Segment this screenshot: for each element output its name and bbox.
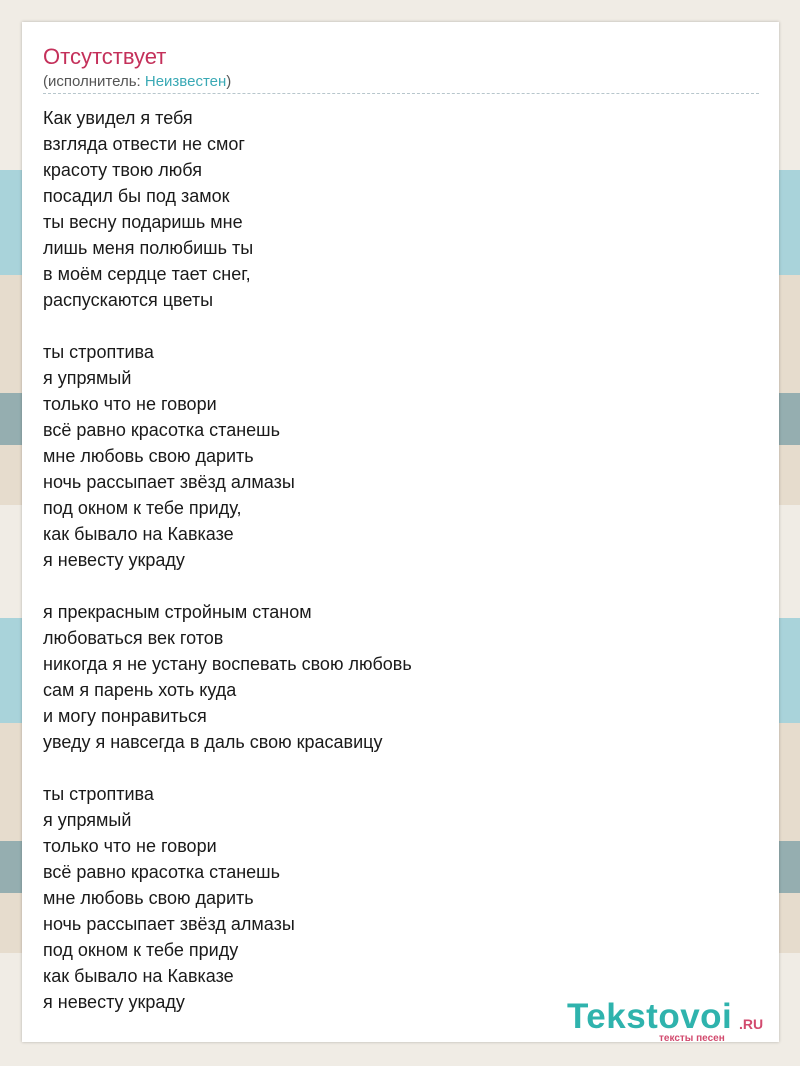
lyric-line: как бывало на Кавказе (43, 966, 234, 986)
lyric-line: ты строптива (43, 342, 154, 362)
artist-prefix: (исполнитель: (43, 73, 145, 90)
lyric-line: ночь рассыпает звёзд алмазы (43, 472, 295, 492)
artist-suffix: ) (226, 73, 232, 90)
lyric-line: ты весну подаришь мне (43, 212, 243, 232)
lyric-line: я прекрасным стройным станом (43, 602, 312, 622)
lyric-line: никогда я не устану воспевать свою любовь (43, 654, 412, 674)
lyric-line: лишь меня полюбишь ты (43, 238, 254, 258)
lyric-line: распускаются цветы (43, 290, 214, 310)
lyrics-card (22, 22, 779, 1042)
lyric-line: под окном к тебе приду (43, 940, 239, 960)
lyric-line: под окном к тебе приду, (43, 498, 242, 518)
song-title: Отсутствует (43, 44, 167, 69)
lyric-line: мне любовь свою дарить (43, 446, 254, 466)
lyric-line: сам я парень хоть куда (43, 680, 237, 700)
lyric-line: красоту твою любя (43, 160, 202, 180)
lyric-line: я невесту украду (43, 550, 185, 570)
lyric-line: я невесту украду (43, 992, 185, 1012)
lyric-line: я упрямый (43, 810, 132, 830)
lyric-line: ты строптива (43, 784, 154, 804)
lyric-line: посадил бы под замок (43, 186, 230, 206)
stanza-gap (43, 755, 412, 781)
lyric-line: уведу я навсегда в даль свою красавицу (43, 732, 383, 752)
stanza-gap (43, 573, 412, 599)
stanza-gap (43, 313, 412, 339)
lyric-line: в моём сердце тает снег, (43, 264, 251, 284)
lyric-line: мне любовь свою дарить (43, 888, 254, 908)
lyric-line: Как увидел я тебя (43, 108, 193, 128)
header-divider (43, 93, 759, 94)
artist-line (43, 72, 231, 92)
lyric-line: взгляда отвести не смог (43, 134, 245, 154)
logo-wordmark: Tekstovoi (567, 997, 733, 1036)
artist-link[interactable]: Неизвестен (144, 73, 227, 90)
lyric-line: и могу понравиться (43, 706, 207, 726)
logo-subtitle: тексты песен (659, 1033, 725, 1044)
lyric-line: только что не говори (43, 836, 217, 856)
lyric-line: всё равно красотка станешь (43, 420, 280, 440)
lyric-line: ночь рассыпает звёзд алмазы (43, 914, 295, 934)
lyric-line: как бывало на Кавказе (43, 524, 234, 544)
lyric-line: только что не говори (43, 394, 217, 414)
lyrics-body (43, 105, 412, 1015)
lyric-line: я упрямый (43, 368, 132, 388)
lyric-line: любоваться век готов (43, 628, 224, 648)
lyric-line: всё равно красотка станешь (43, 862, 280, 882)
site-logo[interactable] (567, 997, 777, 1047)
logo-domain: .RU (739, 1016, 764, 1032)
